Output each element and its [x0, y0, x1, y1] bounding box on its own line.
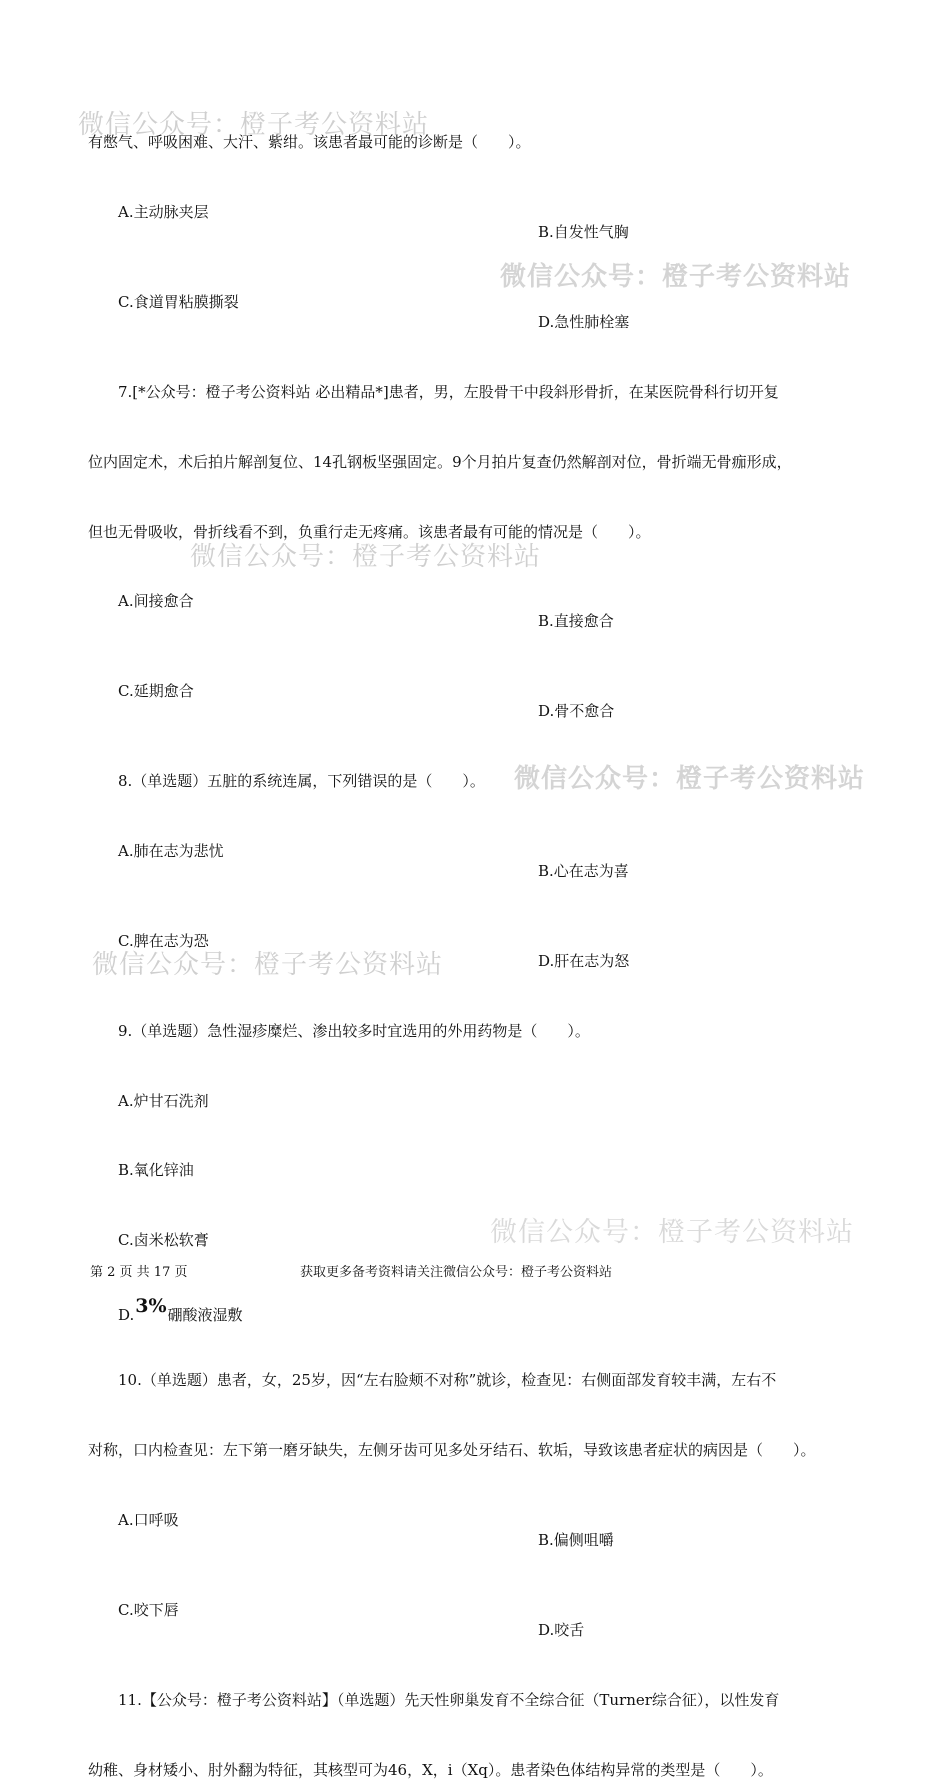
question-6-option-d: D.急性肺栓塞: [538, 313, 630, 331]
question-6-option-c: C.食道胃粘膜撕裂: [118, 293, 239, 311]
question-8-option-a: A.肺在志为悲忧: [118, 842, 224, 860]
question-8-option-d: D.肝在志为怒: [538, 952, 630, 970]
page-number: 第 2 页 共 17 页: [90, 1265, 188, 1280]
question-8-stem: 8.（单选题）五脏的系统连属，下列错误的是（ ）。: [118, 772, 485, 790]
question-7-stem-line3: 但也无骨吸收，骨折线看不到，负重行走无疼痛。该患者最有可能的情况是（ ）。: [88, 523, 651, 541]
question-6-option-a: A.主动脉夹层: [118, 203, 209, 221]
question-6-stem: 有憋气、呼吸困难、大汗、紫绀。该患者最可能的诊断是（ ）。: [88, 133, 531, 151]
question-10-stem-line2: 对称，口内检查见：左下第一磨牙缺失，左侧牙齿可见多处牙结石、软垢，导致该患者症状的病因是（ ）。: [88, 1441, 816, 1459]
question-7-stem-line2: 位内固定术，术后拍片解剖复位、14孔钢板坚强固定。9个月拍片复查仍然解剖对位，骨折端无骨痂形成，: [88, 453, 792, 471]
watermark: 微信公众号：橙子考公资料站: [190, 542, 542, 572]
question-7-option-d: D.骨不愈合: [538, 702, 615, 720]
question-10-option-a: A.口呼吸: [118, 1511, 179, 1529]
option-d-prefix: D.: [118, 1306, 135, 1324]
question-7-option-c: C.延期愈合: [118, 682, 194, 700]
watermark: 微信公众号：橙子考公资料站: [490, 1217, 854, 1248]
question-9-option-a: A.炉甘石洗剂: [118, 1092, 209, 1110]
option-d-percent: 3%: [135, 1295, 167, 1317]
question-11-stem-line2: 幼稚、身材矮小、肘外翻为特征，其核型可为46，X，i（Xq）。患者染色体结构异常的类型是（ ）。: [88, 1761, 773, 1779]
question-8-option-c: C.脾在志为恐: [118, 932, 209, 950]
question-10-option-c: C.咬下唇: [118, 1601, 179, 1619]
watermark: 微信公众号：橙子考公资料站: [514, 764, 866, 794]
question-11-stem-line1: 11.【公众号：橙子考公资料站】（单选题）先天性卵巢发育不全综合征（Turner综合征），以性发育: [118, 1691, 780, 1709]
question-6-option-b: B.自发性气胸: [538, 223, 629, 241]
question-9-option-b: B.氧化锌油: [118, 1161, 194, 1179]
watermark: 微信公众号：橙子考公资料站: [92, 950, 444, 980]
question-9-option-d: [118, 1295, 950, 1325]
footer-notice: 获取更多备考资料请关注微信公众号：橙子考公资料站: [300, 1265, 613, 1280]
watermark: 微信公众号：橙子考公资料站: [500, 262, 852, 292]
watermark: 微信公众号：橙子考公资料站: [78, 110, 430, 140]
question-7-option-a: A.间接愈合: [118, 592, 194, 610]
question-7-option-b: B.直接愈合: [538, 612, 614, 630]
question-7-stem-line1: 7.[*公众号：橙子考公资料站 必出精品*]患者，男，左股骨干中段斜形骨折，在某医院骨科行切开复: [118, 383, 779, 401]
option-d-text: 硼酸液湿敷: [167, 1306, 243, 1324]
question-8-option-b: B.心在志为喜: [538, 862, 629, 880]
question-10-option-b: B.偏侧咀嚼: [538, 1531, 614, 1549]
question-9-stem: 9.（单选题）急性湿疹糜烂、渗出较多时宜选用的外用药物是（ ）。: [118, 1022, 590, 1040]
question-10-option-d: D.咬舌: [538, 1621, 585, 1639]
question-10-stem-line1: 10.（单选题）患者，女，25岁，因“左右脸颊不对称”就诊，检查见：右侧面部发育较丰满，左右不: [118, 1371, 777, 1389]
question-9-option-c: C.卤米松软膏: [118, 1231, 209, 1249]
